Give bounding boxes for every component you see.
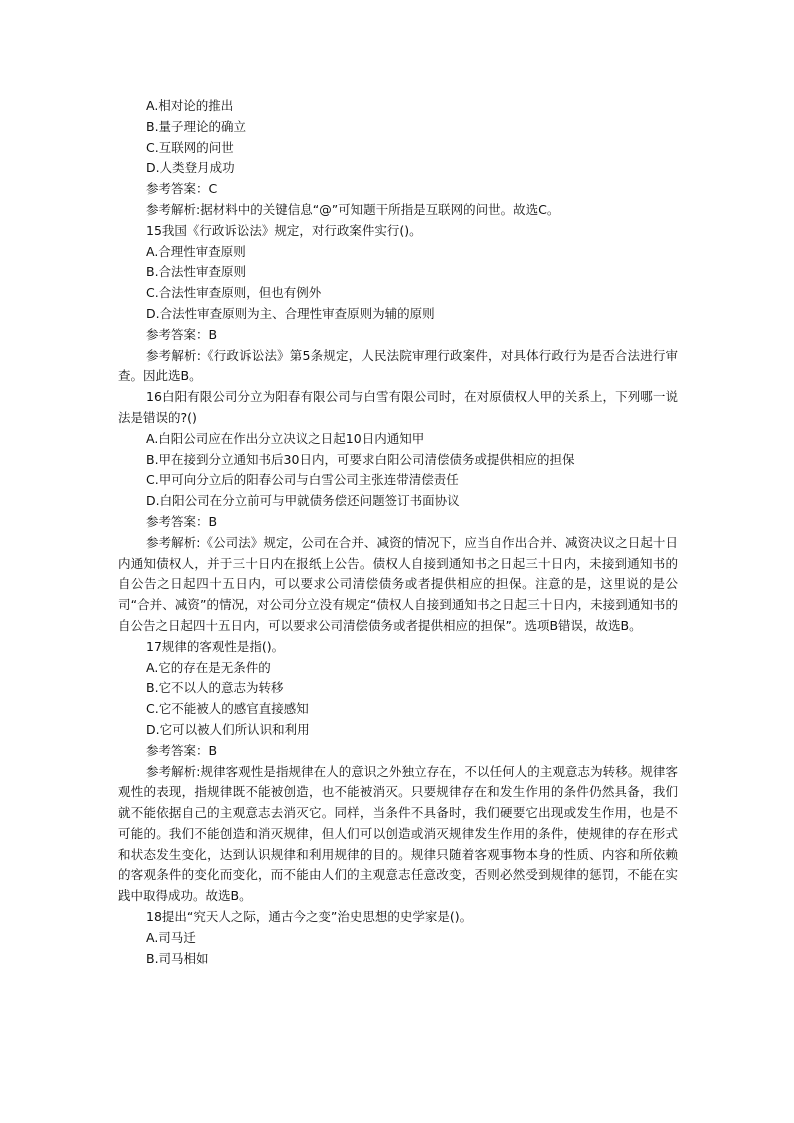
question-line: 18提出“究天人之际，通古今之变”治史思想的史学家是()。 bbox=[146, 909, 473, 925]
option-line: D.人类登月成功 bbox=[146, 160, 235, 176]
explanation-paragraph: 参考解析:《行政诉讼法》第5条规定，人民法院审理行政案件，对具体行政行为是否合法进行审查。因此选B。 bbox=[118, 347, 678, 384]
question-line: 15我国《行政诉讼法》规定，对行政案件实行()。 bbox=[146, 222, 422, 238]
option-line: A.相对论的推出 bbox=[146, 98, 234, 113]
answer-line: 参考答案：C bbox=[146, 181, 218, 197]
explanation-paragraph: 参考解析:据材料中的关键信息“@”可知题干所指是互联网的问世。故选C。 bbox=[146, 201, 560, 217]
option-line: B.司马相如 bbox=[146, 950, 209, 966]
option-line: D.白阳公司在分立前可与甲就债务偿还问题签订书面协议 bbox=[146, 493, 460, 509]
option-line: A.合理性审查原则 bbox=[146, 243, 246, 259]
option-line: A.它的存在是无条件的 bbox=[146, 659, 271, 675]
option-line: C.合法性审查原则，但也有例外 bbox=[146, 285, 322, 301]
option-line: C.它不能被人的感官直接感知 bbox=[146, 701, 309, 717]
option-line: B.合法性审查原则 bbox=[146, 264, 247, 280]
answer-line: 参考答案：B bbox=[146, 513, 218, 529]
option-line: B.它不以人的意志为转移 bbox=[146, 680, 284, 696]
option-line: C.甲可向分立后的阳春公司与白雪公司主张连带清偿责任 bbox=[146, 472, 459, 488]
explanation-paragraph: 参考解析:规律客观性是指规律在人的意识之外独立存在，不以任何人的主观意志为转移。规律客观性的表现，指规律既不能被创造，也不能被消灭。只要规律存在和发生作用的条件仍然具备，我们就不能依据自己的主观意志去消灭它。同样，当条件不具备时，我们硬要它出现或发生作用，也是不可能的。我们不能创造和消灭规律，但人们可以创造或消灭规律发生作用的条件，使规律的存在形式和状态发生变化，达到认识规律和利用规律的目的。规律只随着客观事物本身的性质、内容和所依赖的客观条件的变化而变化，而不能由人们的主观意志任意改变，否则必然受到规律的惩罚，不能在实践中取得成功。故选B。 bbox=[118, 763, 678, 904]
option-line: C.互联网的问世 bbox=[146, 139, 234, 155]
option-line: A.白阳公司应在作出分立决议之日起10日内通知甲 bbox=[146, 430, 425, 446]
document-content bbox=[118, 96, 678, 969]
option-line: B.量子理论的确立 bbox=[146, 118, 247, 134]
option-line: D.它可以被人们所认识和利用 bbox=[146, 721, 310, 737]
option-line: A.司马迁 bbox=[146, 929, 196, 945]
explanation-paragraph: 参考解析:《公司法》规定，公司在合并、减资的情况下，应当自作出合并、减资决议之日起十日内通知债权人，并于三十日内在报纸上公告。债权人自接到通知书之日起三十日内，未接到通知书的自公告之日起四十五日内，可以要求公司清偿债务或者提供相应的担保。注意的是，这里说的是公司“合并、减资”的情况，对公司分立没有规定“债权人自接到通知书之日起三十日内，未接到通知书的自公告之日起四十五日内，可以要求公司清偿债务或者提供相应的担保”。选项B错误，故选B。 bbox=[118, 534, 678, 633]
answer-line: 参考答案：B bbox=[146, 742, 218, 758]
option-line: D.合法性审查原则为主、合理性审查原则为辅的原则 bbox=[146, 305, 435, 321]
question-line: 17规律的客观性是指()。 bbox=[146, 638, 285, 654]
question-paragraph: 16白阳有限公司分立为阳春有限公司与白雪有限公司时，在对原债权人甲的关系上，下列哪一说法是错误的?() bbox=[118, 389, 678, 425]
option-line: B.甲在接到分立通知书后30日内，可要求白阳公司清偿债务或提供相应的担保 bbox=[146, 451, 575, 467]
answer-line: 参考答案：B bbox=[146, 326, 218, 342]
